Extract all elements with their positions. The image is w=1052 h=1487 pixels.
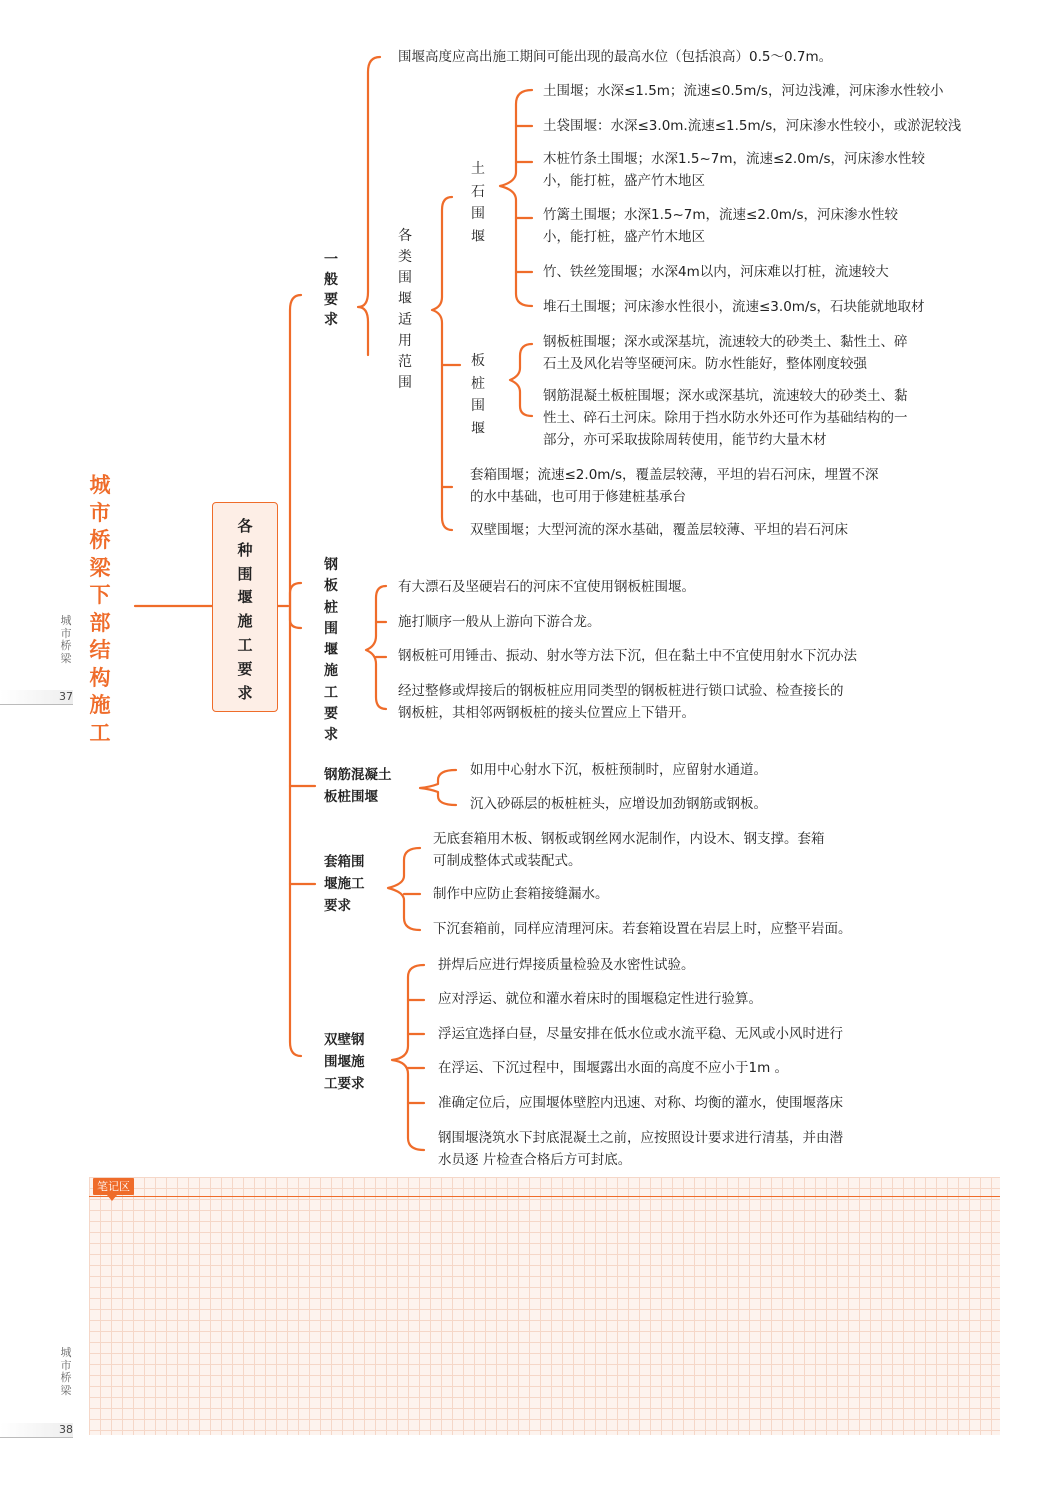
taoxiang-weir-item-cont: 的水中基础，也可用于修建桩基承台	[470, 489, 686, 505]
brace-branch5	[392, 965, 424, 1150]
banzhuang-item: 钢筋混凝土板桩围堰；深水或深基坑，流速较大的砂类土、黏	[543, 388, 908, 404]
double-wall-item-cont: 水员逐 片检查合格后方可封底。	[438, 1152, 632, 1168]
notes-label: 笔记区	[93, 1178, 134, 1195]
tushi-item: 竹篱土围堰；水深1.5~7m，流速≤2.0m/s，河床渗水性较	[543, 207, 899, 223]
branch-caisson-label-line1: 套箱围	[324, 854, 365, 870]
steel-sheet-item-cont: 钢板桩，其相邻两钢板桩的接头位置应上下错开。	[398, 705, 695, 721]
steel-sheet-item: 有大漂石及坚硬岩石的河床不宜使用钢板桩围堰。	[398, 579, 695, 595]
caisson-item: 无底套箱用木板、钢板或钢丝网水泥制作，内设木、钢支撑。套箱	[433, 831, 825, 847]
root-label: 各种围堰施工要求	[237, 517, 253, 702]
main-spine	[290, 295, 301, 1056]
taoxiang-weir-item: 套箱围堰；流速≤2.0m/s，覆盖层较薄，平坦的岩石河床，埋置不深	[470, 467, 879, 483]
branch-rc-sheet-label-line1: 钢筋混凝土	[324, 767, 392, 783]
banzhuang-item-cont: 部分，亦可采取拔除周转使用，能节约大量木材	[543, 432, 827, 448]
tushi-item: 木桩竹条土围堰；水深1.5~7m，流速≤2.0m/s，河床渗水性较	[543, 151, 926, 167]
branch-double-wall-label-line1: 双壁钢	[324, 1032, 365, 1048]
double-wall-item: 拼焊后应进行焊接质量检验及水密性试验。	[438, 957, 695, 973]
ticks-branch5	[408, 1000, 424, 1103]
shuangbi-weir-item: 双壁围堰；大型河流的深水基础，覆盖层较薄、平坦的岩石河床	[470, 522, 848, 538]
tushi-item-cont: 小，能打桩，盛产竹木地区	[543, 229, 705, 245]
double-wall-item: 应对浮运、就位和灌水着床时的围堰稳定性进行验算。	[438, 991, 762, 1007]
rc-sheet-item: 如用中心射水下沉，板桩预制时，应留射水通道。	[470, 762, 767, 778]
double-wall-item: 钢围堰浇筑水下封底混凝土之前，应按照设计要求进行清基，并由潜	[438, 1130, 843, 1146]
tushi-item: 土围堰；水深≤1.5m；流速≤0.5m/s，河边浅滩，河床渗水性较小	[543, 83, 944, 99]
brace-branch2	[366, 586, 386, 709]
tushi-item: 堆石土围堰；河床渗水性很小，流速≤3.0m/s，石块能就地取材	[543, 299, 925, 315]
notes-divider	[89, 1196, 1000, 1197]
page-title: 城市桥梁下部结构施工	[89, 473, 111, 745]
banzhuang-weir-label: 板桩围堰	[471, 353, 485, 437]
banzhuang-item-cont: 石土及风化岩等坚硬河床。防水性能好，整体刚度较强	[543, 356, 867, 372]
brace-weir-types	[432, 197, 452, 530]
double-wall-item: 准确定位后，应围堰体壁腔内迅速、对称、均衡的灌水，使围堰落床	[438, 1095, 843, 1111]
notes-area[interactable]	[89, 1177, 1000, 1435]
ticks-tushi	[516, 126, 532, 272]
page-number-bottom: 38	[0, 1423, 73, 1438]
ticks-branch2	[376, 622, 386, 657]
spine-branch2	[290, 583, 301, 628]
branch-caisson-label-line3: 要求	[324, 898, 351, 914]
branch-general-label: 一般要求	[324, 252, 338, 328]
general-item: 围堰高度应高出施工期间可能出现的最高水位（包括浪高）0.5～0.7m。	[398, 49, 833, 65]
steel-sheet-item: 钢板桩可用锤击、振动、射水等方法下沉，但在黏土中不宜使用射水下沉办法	[398, 648, 857, 664]
tushi-item-cont: 小，能打桩，盛产竹木地区	[543, 173, 705, 189]
steel-sheet-item: 施打顺序一般从上游向下游合龙。	[398, 614, 601, 630]
caisson-item: 制作中应防止套箱接缝漏水。	[433, 886, 609, 902]
branch-rc-sheet-label-line2: 板桩围堰	[324, 789, 378, 805]
banzhuang-item-cont: 性土、碎石土河床。除用于挡水防水外还可作为基础结构的一	[543, 410, 908, 426]
side-label-bottom: 城市桥梁	[60, 1346, 72, 1397]
brace-banzhuang	[510, 344, 532, 416]
branch-caisson-label-line2: 堰施工	[324, 876, 365, 892]
weir-types-label: 各类围堰适用范围	[398, 228, 412, 391]
tushi-weir-label: 土石围堰	[471, 161, 485, 245]
branch-double-wall-label-line2: 围堰施	[324, 1054, 365, 1070]
page-number-top: 37	[0, 690, 73, 705]
brace-branch4	[388, 848, 420, 930]
brace-tushi	[500, 90, 532, 306]
brace-branch3	[420, 770, 456, 805]
rc-sheet-item: 沉入砂砾层的板桩桩头，应增设加劲钢筋或钢板。	[470, 796, 767, 812]
double-wall-item: 在浮运、下沉过程中，围堰露出水面的高度不应小于1m 。	[438, 1060, 789, 1076]
branch-steel-sheet-label: 钢板桩围堰施工要求	[324, 557, 338, 744]
tushi-item: 土袋围堰：水深≤3.0m.流速≤1.5m/s，河床渗水性较小，或淤泥较浅	[543, 118, 962, 134]
tushi-item: 竹、铁丝笼围堰；水深4m以内，河床难以打桩，流速较大	[543, 264, 889, 280]
caisson-item: 下沉套箱前，同样应清理河床。若套箱设置在岩层上时，应整平岩面。	[433, 921, 852, 937]
root-node	[212, 502, 278, 712]
caisson-item-cont: 可制成整体式或装配式。	[433, 853, 582, 869]
brace-general	[358, 57, 380, 355]
banzhuang-item: 钢板桩围堰；深水或深基坑，流速较大的砂类土、黏性土、碎	[543, 334, 908, 350]
steel-sheet-item: 经过整修或焊接后的钢板桩应用同类型的钢板桩进行锁口试验、检查接长的	[398, 683, 844, 699]
double-wall-item: 浮运宜选择白昼，尽量安排在低水位或水流平稳、无风或小风时进行	[438, 1026, 843, 1042]
branch-double-wall-label-line3: 工要求	[324, 1076, 365, 1092]
side-label-top: 城市桥梁	[60, 614, 72, 665]
